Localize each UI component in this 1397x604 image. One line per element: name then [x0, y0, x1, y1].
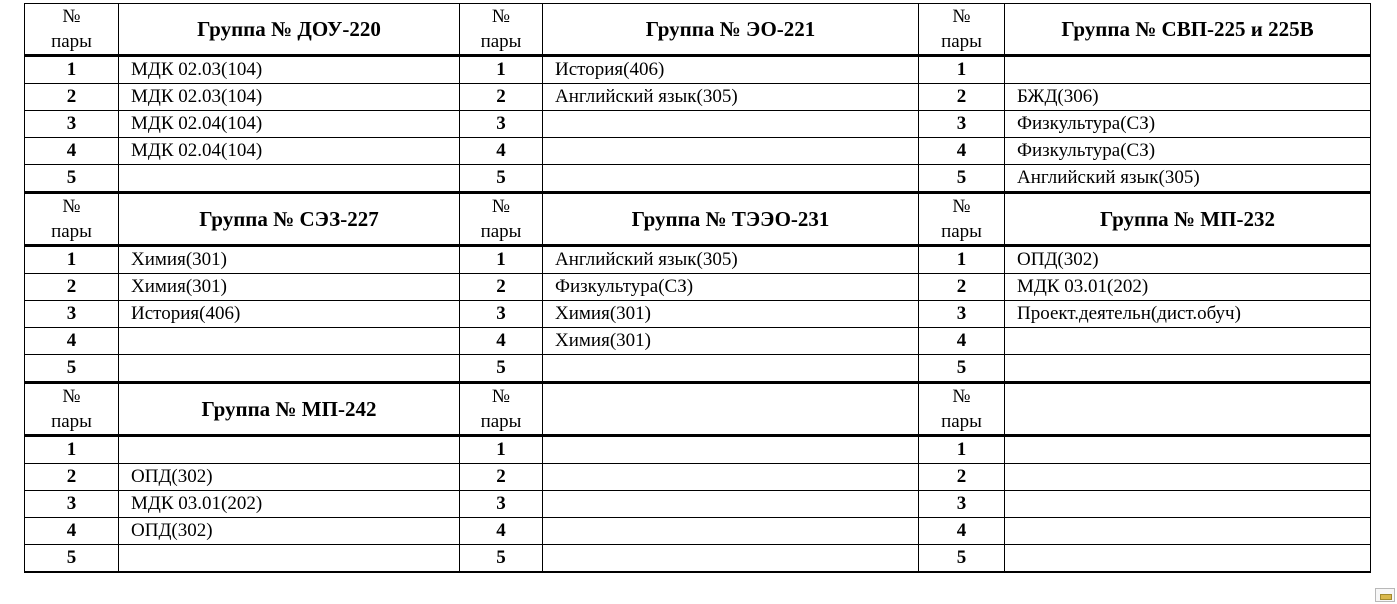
group-title [543, 383, 919, 436]
lesson-number: 1 [460, 246, 543, 274]
lesson-subject [1005, 518, 1371, 545]
lesson-number: 2 [460, 274, 543, 301]
lesson-subject [1005, 436, 1371, 464]
number-sign: № [62, 386, 81, 407]
lesson-subject: Химия(301) [543, 301, 919, 328]
lesson-subject: Физкультура(СЗ) [1005, 138, 1371, 165]
lesson-number: 2 [25, 274, 119, 301]
lesson-number: 5 [919, 165, 1005, 193]
number-sign: № [952, 386, 971, 407]
lesson-subject [543, 464, 919, 491]
lesson-subject: МДК 03.01(202) [1005, 274, 1371, 301]
lesson-subject [119, 355, 460, 383]
lesson-number-header [460, 383, 543, 436]
pair-label: пары [941, 411, 982, 432]
lesson-number-header [25, 4, 119, 56]
lesson-subject [119, 328, 460, 355]
lesson-subject [119, 436, 460, 464]
lesson-number: 2 [460, 464, 543, 491]
lesson-number: 3 [919, 111, 1005, 138]
lesson-subject [1005, 355, 1371, 383]
lesson-subject [543, 491, 919, 518]
lesson-subject: МДК 03.01(202) [119, 491, 460, 518]
lesson-subject [543, 355, 919, 383]
lesson-number: 4 [460, 328, 543, 355]
lesson-subject: ОПД(302) [1005, 246, 1371, 274]
number-sign: № [952, 6, 971, 27]
lesson-subject [543, 138, 919, 165]
paste-options-icon[interactable] [1375, 588, 1395, 602]
lesson-number-header [25, 193, 119, 246]
lesson-number: 4 [25, 328, 119, 355]
schedule-body [25, 4, 1371, 573]
lesson-subject [543, 165, 919, 193]
lesson-number: 5 [919, 355, 1005, 383]
group-title: Группа № ДОУ-220 [119, 4, 460, 56]
lesson-number: 1 [25, 436, 119, 464]
pair-label: пары [480, 411, 522, 432]
table-row [25, 165, 1371, 193]
lesson-number: 2 [25, 84, 119, 111]
pair-label: пары [941, 31, 982, 52]
table-row [25, 464, 1371, 491]
group-title: Группа № ТЭЭО-231 [543, 193, 919, 246]
lesson-subject: МДК 02.03(104) [119, 84, 460, 111]
table-row [25, 56, 1371, 84]
lesson-number: 5 [25, 355, 119, 383]
number-sign: № [952, 196, 971, 217]
lesson-number: 3 [25, 111, 119, 138]
lesson-number: 5 [460, 545, 543, 573]
number-sign: № [491, 6, 511, 27]
lesson-subject [543, 111, 919, 138]
group-header-row [25, 383, 1371, 436]
lesson-number: 4 [25, 138, 119, 165]
lesson-number: 1 [460, 436, 543, 464]
lesson-number: 4 [919, 138, 1005, 165]
pair-label: пары [51, 411, 92, 432]
lesson-subject: МДК 02.04(104) [119, 111, 460, 138]
table-row [25, 545, 1371, 573]
lesson-subject [543, 436, 919, 464]
group-title: Группа № СЭЗ-227 [119, 193, 460, 246]
group-header-row [25, 193, 1371, 246]
lesson-subject: ОПД(302) [119, 464, 460, 491]
lesson-subject: Английский язык(305) [543, 84, 919, 111]
lesson-number: 1 [25, 246, 119, 274]
pair-label: пары [941, 221, 982, 242]
table-row [25, 328, 1371, 355]
lesson-number: 3 [919, 491, 1005, 518]
lesson-number: 2 [460, 84, 543, 111]
lesson-subject: Химия(301) [119, 246, 460, 274]
lesson-number-header [919, 193, 1005, 246]
pair-label: пары [51, 31, 92, 52]
lesson-number-header [25, 383, 119, 436]
table-row [25, 436, 1371, 464]
group-header-row [25, 4, 1371, 56]
lesson-number: 2 [919, 84, 1005, 111]
lesson-subject [1005, 328, 1371, 355]
lesson-number: 3 [25, 301, 119, 328]
group-title: Группа № МП-242 [119, 383, 460, 436]
lesson-number: 4 [460, 518, 543, 545]
lesson-number: 3 [25, 491, 119, 518]
lesson-number: 4 [919, 518, 1005, 545]
group-title [1005, 383, 1371, 436]
lesson-subject [543, 518, 919, 545]
lesson-subject: Физкультура(СЗ) [543, 274, 919, 301]
lesson-subject: Химия(301) [543, 328, 919, 355]
lesson-subject [1005, 545, 1371, 573]
lesson-number: 4 [25, 518, 119, 545]
schedule-table [24, 3, 1371, 573]
lesson-number-header [919, 383, 1005, 436]
lesson-subject [119, 545, 460, 573]
lesson-number: 1 [919, 436, 1005, 464]
lesson-subject: История(406) [543, 56, 919, 84]
lesson-subject: Английский язык(305) [543, 246, 919, 274]
lesson-subject: Английский язык(305) [1005, 165, 1371, 193]
lesson-subject: Химия(301) [119, 274, 460, 301]
lesson-number-header [460, 4, 543, 56]
lesson-number: 3 [919, 301, 1005, 328]
lesson-number: 5 [460, 355, 543, 383]
lesson-number-header [460, 193, 543, 246]
table-row [25, 518, 1371, 545]
lesson-number: 3 [460, 111, 543, 138]
table-row [25, 246, 1371, 274]
lesson-number: 4 [460, 138, 543, 165]
number-sign: № [491, 386, 511, 407]
lesson-number: 5 [25, 545, 119, 573]
table-row [25, 274, 1371, 301]
lesson-number: 5 [25, 165, 119, 193]
lesson-subject: ОПД(302) [119, 518, 460, 545]
lesson-number: 2 [25, 464, 119, 491]
lesson-number: 3 [460, 301, 543, 328]
table-row [25, 138, 1371, 165]
lesson-subject [543, 545, 919, 573]
lesson-subject [1005, 56, 1371, 84]
lesson-number: 1 [919, 56, 1005, 84]
lesson-subject: МДК 02.04(104) [119, 138, 460, 165]
table-row [25, 355, 1371, 383]
pair-label: пары [480, 31, 522, 52]
lesson-number: 3 [460, 491, 543, 518]
group-title: Группа № СВП-225 и 225В [1005, 4, 1371, 56]
group-title: Группа № ЭО-221 [543, 4, 919, 56]
lesson-subject [1005, 464, 1371, 491]
number-sign: № [491, 196, 511, 217]
lesson-subject: Проект.деятельн(дист.обуч) [1005, 301, 1371, 328]
lesson-number: 2 [919, 464, 1005, 491]
lesson-subject: История(406) [119, 301, 460, 328]
lesson-number: 1 [25, 56, 119, 84]
lesson-number: 5 [919, 545, 1005, 573]
lesson-number: 2 [919, 274, 1005, 301]
number-sign: № [62, 196, 81, 217]
table-row [25, 111, 1371, 138]
lesson-number: 1 [460, 56, 543, 84]
lesson-subject: МДК 02.03(104) [119, 56, 460, 84]
table-row [25, 491, 1371, 518]
table-row [25, 301, 1371, 328]
table-row [25, 84, 1371, 111]
lesson-subject: Физкультура(СЗ) [1005, 111, 1371, 138]
group-title: Группа № МП-232 [1005, 193, 1371, 246]
lesson-number: 1 [919, 246, 1005, 274]
lesson-subject [1005, 491, 1371, 518]
pair-label: пары [480, 221, 522, 242]
lesson-subject [119, 165, 460, 193]
number-sign: № [62, 6, 81, 27]
lesson-number: 4 [919, 328, 1005, 355]
lesson-number: 5 [460, 165, 543, 193]
lesson-subject: БЖД(306) [1005, 84, 1371, 111]
lesson-number-header [919, 4, 1005, 56]
pair-label: пары [51, 221, 92, 242]
